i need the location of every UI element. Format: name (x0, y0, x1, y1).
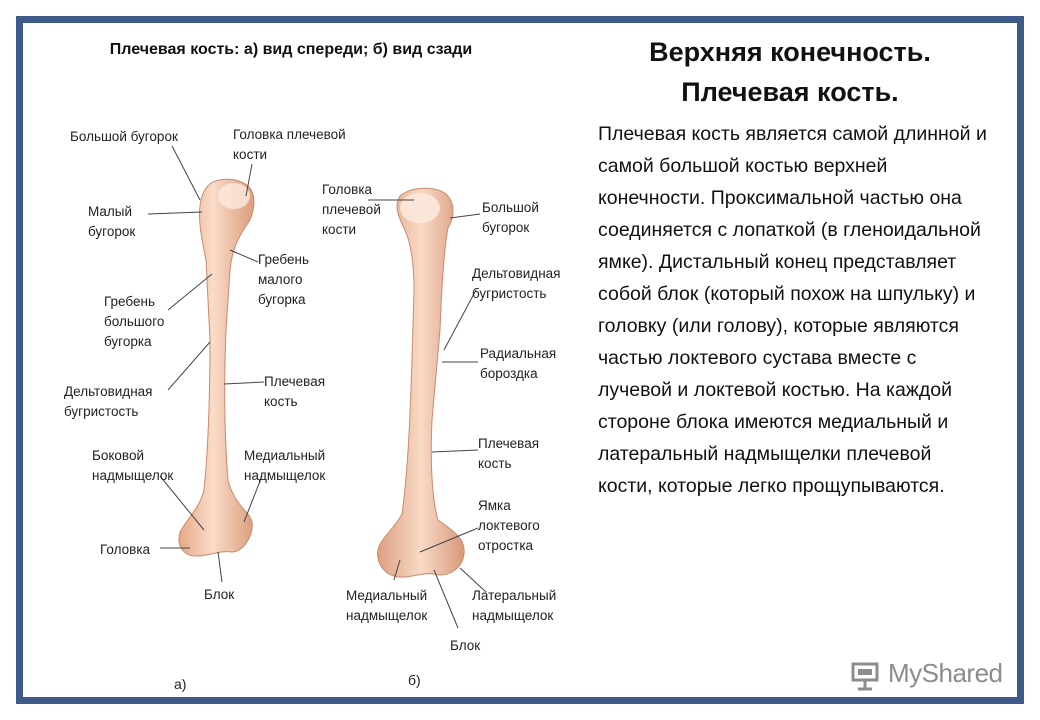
label-deltoid-back: Дельтовидная бугристость (472, 266, 561, 301)
label-greater-tubercle: Большой бугорок (70, 129, 178, 144)
label-lateral-epicondyle: Боковой надмыщелок (92, 448, 174, 483)
label-lesser-tubercle: Малый бугорок (88, 204, 136, 239)
leader-deltoid-front (168, 342, 210, 390)
slide-body-text: Плечевая кость является самой длинной и самой большой костью верхней конечности. Проксимальной частью она соединяется с лопаткой (в гленоидальной ямке). Дистальный конец представляет собой блок (который похож на шпульку) и головку (или голову), которые являются частью локтевого сустава вместе с лучевой и локтевой костью. На каждой стороне блока имеются медиальный и латеральный надмыщелки плечевой кости, которые легко прощупываются. (598, 123, 987, 497)
leader-lesser-crest (230, 250, 258, 262)
slide-title: Верхняя конечность. Плечевая кость. (649, 37, 931, 107)
label-greater-crest: Гребень большого бугорка (104, 294, 165, 349)
leader-lesser-tubercle (148, 212, 202, 214)
logo-text: MyShared (888, 658, 1003, 688)
leader-greater-tubercle (172, 146, 200, 200)
label-trochlea-back: Блок (450, 638, 481, 653)
leader-greater-tubercle-back (450, 214, 480, 218)
humeral-head-front (218, 183, 250, 209)
label-radial-groove: Радиальная бороздка (480, 346, 557, 381)
label-humerus-front: Плечевая кость (264, 374, 326, 409)
humerus-front-view (179, 179, 254, 556)
presentation-board-icon (850, 659, 884, 693)
label-humeral-head-back: Головка плечевой кости (322, 182, 381, 237)
label-deltoid-front: Дельтовидная бугристость (64, 384, 153, 419)
label-medial-epicondyle-front: Медиальный надмыщелок (244, 448, 326, 483)
humerus-back-view (378, 188, 465, 577)
caption-a: а) (174, 676, 187, 692)
caption-b: б) (408, 672, 421, 688)
humeral-head-back (400, 193, 440, 223)
label-medial-epicondyle-back: Медиальный надмыщелок (346, 588, 428, 623)
label-humerus-back: Плечевая кость (478, 436, 540, 471)
myshared-logo (848, 655, 1008, 695)
label-olecranon-fossa: Ямка локтевого отростка (478, 498, 540, 553)
label-trochlea-front: Блок (204, 587, 235, 602)
label-humeral-head-front: Головка плечевой кости (233, 127, 346, 162)
label-greater-tubercle-back: Большой бугорок (482, 200, 539, 235)
label-lesser-crest: Гребень малого бугорка (258, 252, 309, 307)
label-capitulum: Головка (100, 542, 151, 557)
leader-humerus-back (432, 450, 478, 452)
leader-trochlea-back (434, 570, 458, 628)
leader-greater-crest (168, 274, 212, 310)
leader-trochlea-front (218, 552, 222, 582)
leader-humerus-front (224, 382, 264, 384)
label-lateral-epicondyle-back: Латеральный надмыщелок (472, 588, 557, 623)
figure-title: Плечевая кость: а) вид спереди; б) вид сзади (109, 41, 473, 58)
